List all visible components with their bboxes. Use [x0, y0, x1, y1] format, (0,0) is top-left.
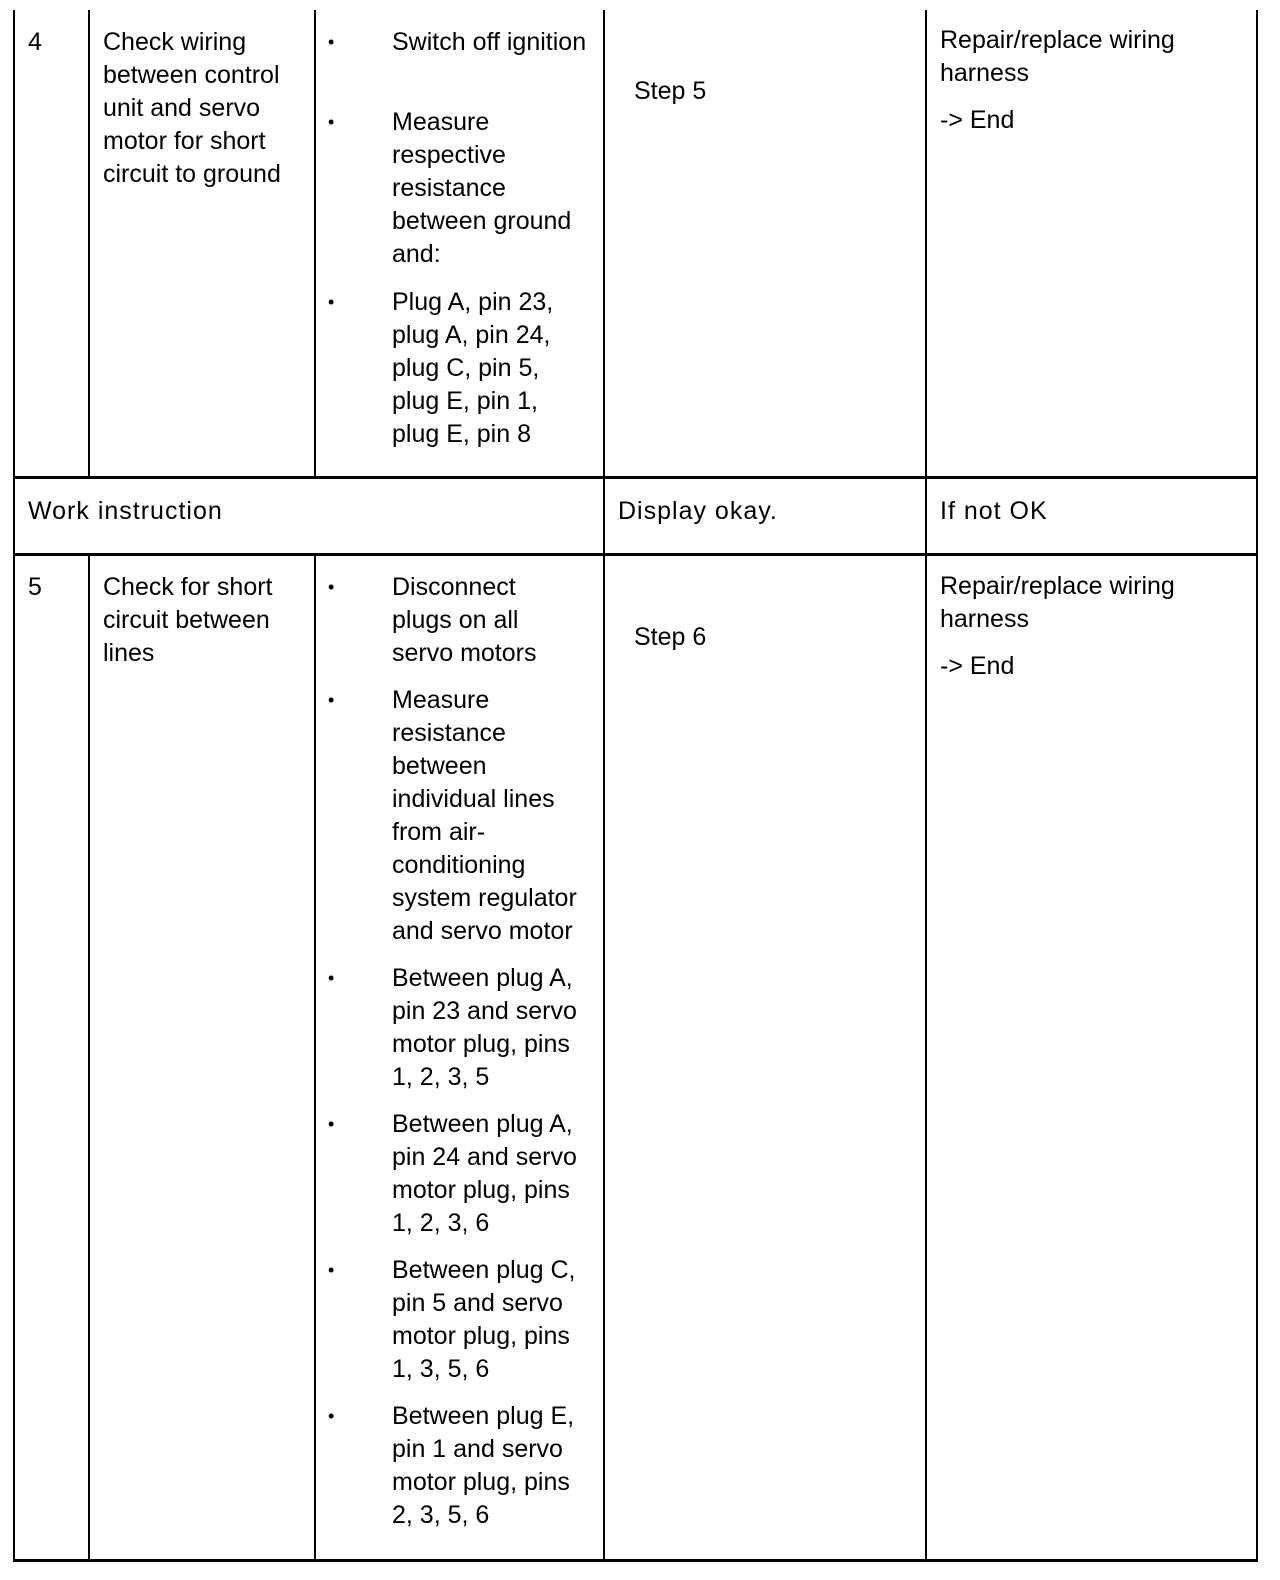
instruction-item: Between plug C, pin 5 and servo motor plug, pins 1, 3, 5, 6 [392, 1256, 576, 1383]
bullet-icon: • [328, 1406, 335, 1426]
bullet-icon: • [328, 1260, 335, 1280]
bullet-icon: • [328, 32, 335, 52]
header-display-okay: Display okay. [618, 497, 778, 525]
col-divider [88, 10, 90, 478]
bullet-icon: • [328, 577, 335, 597]
col-divider [314, 10, 316, 478]
bullet-icon: • [328, 690, 335, 710]
table-border-bottom [13, 1559, 1258, 1562]
if-not-ok-end-5: -> End [940, 652, 1015, 680]
if-not-ok-action-4: Repair/replace wiring harness [940, 26, 1175, 87]
check-description-5: Check for short circuit between lines [103, 573, 273, 667]
if-ok-result-5: Step 6 [634, 623, 707, 651]
bullet-icon: • [328, 112, 335, 132]
col-divider [314, 555, 316, 1562]
instruction-item: Between plug A, pin 23 and servo motor plug, pins 1, 2, 3, 5 [392, 964, 577, 1091]
bullet-icon: • [328, 1114, 335, 1134]
instruction-item: Plug A, pin 23, plug A, pin 24, plug C, pin 5, plug E, pin 1, plug E, pin 8 [392, 288, 554, 448]
if-ok-result-4: Step 5 [634, 77, 707, 105]
instruction-item: Disconnect plugs on all servo motors [392, 573, 537, 667]
bullet-icon: • [328, 968, 335, 988]
col-divider [925, 10, 927, 1562]
row-divider [13, 553, 1258, 556]
instruction-item: Switch off ignition [392, 28, 587, 56]
instruction-item: Measure respective resistance between ground and: [392, 108, 572, 268]
check-description-4: Check wiring between control unit and servo motor for short circuit to ground [103, 28, 281, 188]
instruction-item: Measure resistance between individual lines from air-conditioning system regulator and servo motor [392, 686, 577, 945]
header-work-instruction: Work instruction [28, 497, 223, 525]
table-border-right [1256, 10, 1258, 1562]
step-number-4: 4 [28, 28, 42, 56]
header-if-not-ok: If not OK [940, 497, 1048, 525]
row-divider [13, 476, 1258, 479]
instruction-item: Between plug E, pin 1 and servo motor plug, pins 2, 3, 5, 6 [392, 1402, 575, 1529]
if-not-ok-end-4: -> End [940, 106, 1015, 134]
table-border-left [13, 10, 15, 1562]
col-divider [88, 555, 90, 1562]
col-divider [603, 10, 605, 1562]
if-not-ok-action-5: Repair/replace wiring harness [940, 572, 1175, 633]
step-number-5: 5 [28, 573, 42, 601]
instruction-item: Between plug A, pin 24 and servo motor plug, pins 1, 2, 3, 6 [392, 1110, 577, 1237]
bullet-icon: • [328, 292, 335, 312]
